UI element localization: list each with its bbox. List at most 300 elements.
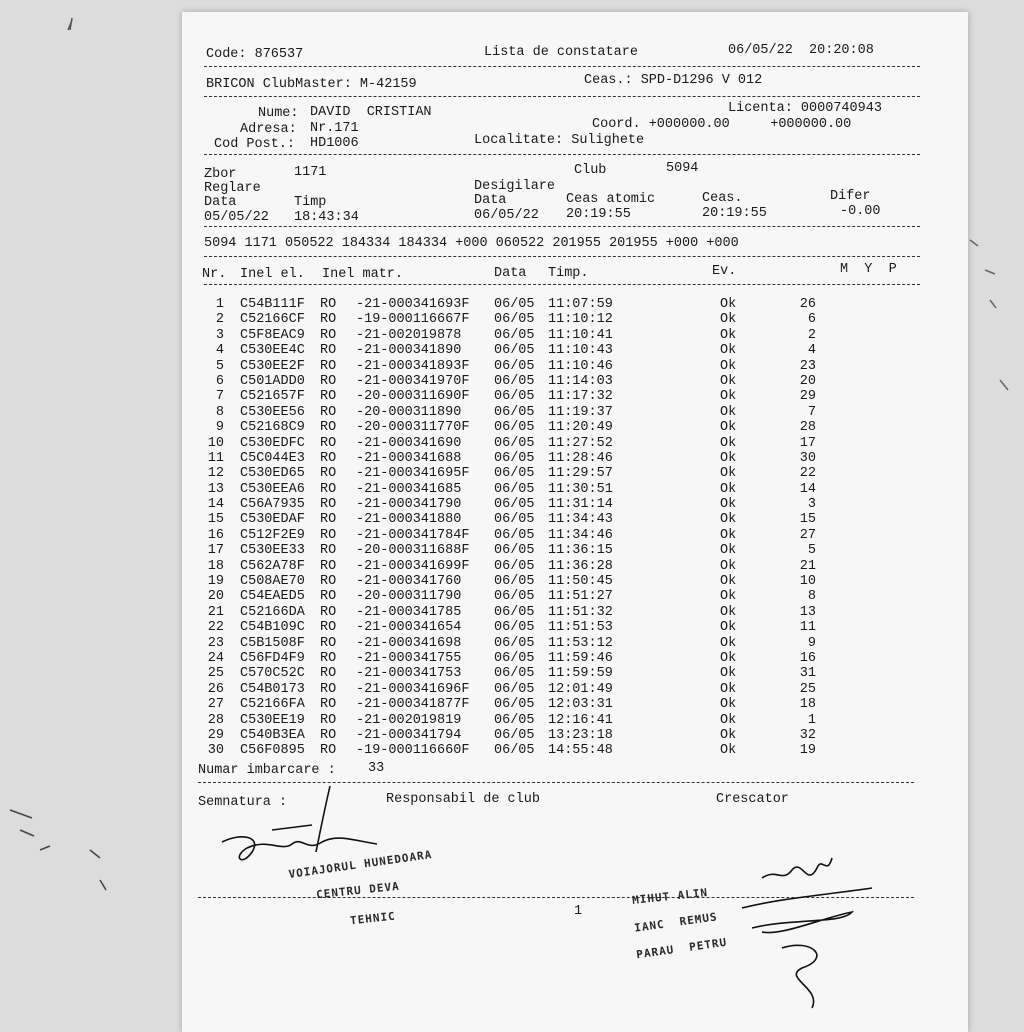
country-code: RO [320, 589, 337, 605]
atomic-clock-label: Ceas atomic [566, 192, 656, 207]
arrival-time: 12:16:41 [548, 712, 613, 728]
position: 28 [799, 420, 816, 436]
arrival-time: 11:51:53 [548, 620, 613, 636]
position: 11 [799, 620, 816, 636]
page-number: 1 [574, 904, 583, 919]
signature-label: Semnatura : [198, 795, 288, 810]
row-number: 3 [215, 327, 224, 343]
event-status: Ok [720, 497, 737, 513]
country-code: RO [320, 450, 337, 466]
electronic-ring: C530EE19 [240, 712, 305, 728]
atomic-clock-time: 20:19:55 [566, 207, 631, 222]
arrival-date: 06/05 [494, 558, 535, 574]
electronic-ring: C5C044E3 [240, 450, 305, 466]
arrival-time: 11:10:46 [548, 358, 613, 374]
electronic-ring: C530EE4C [240, 343, 305, 359]
position: 2 [807, 327, 816, 343]
row-number: 1 [215, 297, 224, 312]
ring-number: -21-000341785 [356, 604, 462, 620]
ring-number: -21-000341699F [356, 558, 470, 574]
arrival-date: 06/05 [494, 481, 535, 497]
row-number: 9 [215, 420, 224, 436]
arrival-date: 06/05 [494, 435, 535, 451]
arrival-time: 11:30:51 [548, 481, 613, 497]
electronic-ring: C56F0895 [240, 743, 305, 759]
electronic-ring: C5F8EAC9 [240, 327, 305, 343]
arrival-time: 11:10:43 [548, 343, 613, 359]
locality: Localitate: Sulighete [474, 133, 645, 148]
event-status: Ok [720, 604, 737, 620]
arrival-date: 06/05 [494, 635, 535, 651]
arrival-time: 12:01:49 [548, 681, 613, 697]
electronic-ring: C54B0173 [240, 681, 305, 697]
row-number: 30 [207, 743, 224, 759]
row-number: 2 [215, 312, 224, 328]
clock-label: Ceas. [702, 191, 743, 206]
row-number: 11 [207, 450, 224, 466]
arrival-date: 06/05 [494, 589, 535, 605]
country-code: RO [320, 481, 337, 497]
electronic-ring: C530ED65 [240, 466, 305, 482]
row-number: 28 [207, 712, 224, 728]
country-code: RO [320, 620, 337, 636]
arrival-date: 06/05 [494, 712, 535, 728]
document-title: Lista de constatare [484, 45, 638, 60]
position: 7 [807, 404, 816, 420]
arrival-time: 11:59:46 [548, 650, 613, 666]
event-status: Ok [720, 666, 737, 682]
position: 21 [799, 558, 816, 574]
divider [204, 226, 920, 227]
position: 29 [799, 389, 816, 405]
arrival-date: 06/05 [494, 527, 535, 543]
country-code: RO [320, 358, 337, 374]
event-status: Ok [720, 527, 737, 543]
event-status: Ok [720, 327, 737, 343]
row-number: 17 [207, 543, 224, 559]
position: 18 [799, 697, 816, 713]
postcode-label: Cod Post.: [214, 137, 296, 152]
arrival-date: 06/05 [494, 466, 535, 482]
country-code: RO [320, 327, 337, 343]
row-number: 25 [207, 666, 224, 682]
event-status: Ok [720, 650, 737, 666]
ring-number: -21-000341690 [356, 435, 462, 451]
arrival-time: 12:03:31 [548, 697, 613, 713]
arrival-date: 06/05 [494, 312, 535, 328]
electronic-ring: C512F2E9 [240, 527, 305, 543]
event-status: Ok [720, 727, 737, 743]
divider [204, 66, 920, 67]
divider [204, 256, 920, 257]
position: 5 [807, 543, 816, 559]
owner-name: DAVID CRISTIAN [310, 105, 432, 120]
row-number: 29 [207, 727, 224, 743]
position: 32 [799, 727, 816, 743]
breeder-signature [722, 828, 902, 1028]
ring-number: -21-000341877F [356, 697, 470, 713]
flight-label: Zbor [204, 167, 237, 182]
event-status: Ok [720, 358, 737, 374]
electronic-ring: C570C52C [240, 666, 305, 682]
reglare-date: 05/05/22 [204, 210, 269, 225]
country-code: RO [320, 389, 337, 405]
row-number: 24 [207, 650, 224, 666]
reglare-date-label: Data [204, 195, 237, 210]
position: 22 [799, 466, 816, 482]
arrival-date: 06/05 [494, 404, 535, 420]
arrival-time: 11:28:46 [548, 450, 613, 466]
arrival-time: 11:59:59 [548, 666, 613, 682]
clock-time: 20:19:55 [702, 206, 767, 221]
names-stamp-line-2: IANC REMUS [633, 910, 719, 935]
col-myp: M Y P [840, 262, 897, 277]
boarding-count-label: Numar imbarcare : [198, 763, 336, 778]
event-status: Ok [720, 712, 737, 728]
event-status: Ok [720, 389, 737, 405]
club-stamp-line-3: TEHNIC [349, 909, 397, 928]
ring-number: -20-000311770F [356, 420, 470, 436]
country-code: RO [320, 574, 337, 590]
divider [204, 154, 920, 155]
arrival-date: 06/05 [494, 358, 535, 374]
position: 4 [807, 343, 816, 359]
arrival-time: 11:51:27 [548, 589, 613, 605]
ring-number: -21-000341698 [356, 635, 462, 651]
electronic-ring: C508AE70 [240, 574, 305, 590]
country-code: RO [320, 712, 337, 728]
arrival-time: 13:23:18 [548, 727, 613, 743]
arrival-time: 14:55:48 [548, 743, 613, 759]
event-status: Ok [720, 574, 737, 590]
arrival-time: 11:36:15 [548, 543, 613, 559]
position: 14 [799, 481, 816, 497]
event-status: Ok [720, 635, 737, 651]
electronic-ring: C52166FA [240, 697, 305, 713]
country-code: RO [320, 604, 337, 620]
position: 17 [799, 435, 816, 451]
boarding-count: 33 [368, 761, 385, 776]
ring-number: -20-000311690F [356, 389, 470, 405]
ring-number: -21-000341784F [356, 527, 470, 543]
ring-number: -21-000341693F [356, 297, 470, 312]
arrival-date: 06/05 [494, 681, 535, 697]
row-number: 13 [207, 481, 224, 497]
arrival-time: 11:53:12 [548, 635, 613, 651]
row-number: 18 [207, 558, 224, 574]
col-inel-el: Inel el. [240, 267, 305, 282]
position: 6 [807, 312, 816, 328]
owner-address: Nr.171 [310, 121, 359, 136]
country-code: RO [320, 512, 337, 528]
arrival-time: 11:34:46 [548, 527, 613, 543]
reglare-time-label: Timp [294, 195, 327, 210]
ring-number: -21-000341890 [356, 343, 462, 359]
col-ev: Ev. [712, 264, 737, 279]
arrival-time: 11:10:12 [548, 312, 613, 328]
row-number: 14 [207, 497, 224, 513]
arrival-date: 06/05 [494, 574, 535, 590]
arrival-date: 06/05 [494, 497, 535, 513]
event-status: Ok [720, 466, 737, 482]
electronic-ring: C530EE2F [240, 358, 305, 374]
print-datetime: 06/05/22 20:20:08 [728, 43, 874, 58]
difference-label: Difer [830, 189, 871, 204]
event-status: Ok [720, 697, 737, 713]
row-number: 12 [207, 466, 224, 482]
event-status: Ok [720, 543, 737, 559]
event-status: Ok [720, 343, 737, 359]
ring-number: -21-002019878 [356, 327, 462, 343]
ring-number: -20-000311688F [356, 543, 470, 559]
arrival-date: 06/05 [494, 543, 535, 559]
position: 19 [799, 743, 816, 759]
electronic-ring: C530EE33 [240, 543, 305, 559]
arrival-time: 11:50:45 [548, 574, 613, 590]
position: 13 [799, 604, 816, 620]
arrival-date: 06/05 [494, 389, 535, 405]
club-stamp-line-2: CENTRU DEVA [315, 879, 401, 902]
row-number: 27 [207, 697, 224, 713]
arrival-time: 11:07:59 [548, 297, 613, 312]
reglare-label: Reglare [204, 181, 261, 196]
arrival-date: 06/05 [494, 343, 535, 359]
ring-number: -21-000341753 [356, 666, 462, 682]
names-stamp-line-3: PARAU PETRU [635, 935, 728, 962]
club-number: 5094 [666, 161, 699, 176]
club-signature [212, 782, 412, 892]
arrival-time: 11:20:49 [548, 420, 613, 436]
country-code: RO [320, 420, 337, 436]
row-number: 8 [215, 404, 224, 420]
arrival-time: 11:19:37 [548, 404, 613, 420]
arrival-date: 06/05 [494, 650, 535, 666]
ring-number: -21-000341755 [356, 650, 462, 666]
electronic-ring: C501ADD0 [240, 373, 305, 389]
row-number: 20 [207, 589, 224, 605]
arrival-date: 06/05 [494, 297, 535, 312]
ring-number: -21-000341794 [356, 727, 462, 743]
position: 27 [799, 527, 816, 543]
arrival-date: 06/05 [494, 512, 535, 528]
position: 31 [799, 666, 816, 682]
electronic-ring: C52168C9 [240, 420, 305, 436]
country-code: RO [320, 666, 337, 682]
position: 1 [807, 712, 816, 728]
arrival-date: 06/05 [494, 697, 535, 713]
club-stamp-line-1: VOIAJORUL HUNEDOARA [287, 847, 434, 882]
divider [204, 284, 920, 285]
encoded-line: 5094 1171 050522 184334 184334 +000 060522 201955 201955 +000 +000 [204, 236, 739, 251]
position: 23 [799, 358, 816, 374]
arrival-date: 06/05 [494, 743, 535, 759]
club-label: Club [574, 163, 607, 178]
country-code: RO [320, 404, 337, 420]
arrival-time: 11:27:52 [548, 435, 613, 451]
row-number: 6 [215, 373, 224, 389]
arrival-date: 06/05 [494, 604, 535, 620]
arrival-date: 06/05 [494, 450, 535, 466]
ring-number: -21-002019819 [356, 712, 462, 728]
event-status: Ok [720, 297, 737, 312]
event-status: Ok [720, 373, 737, 389]
country-code: RO [320, 312, 337, 328]
reglare-time: 18:43:34 [294, 210, 359, 225]
clock-id: Ceas.: SPD-D1296 V 012 [584, 73, 763, 88]
printout-sheet [182, 12, 968, 1032]
ring-number: -21-000341880 [356, 512, 462, 528]
owner-postcode: HD1006 [310, 136, 359, 151]
arrival-time: 11:31:14 [548, 497, 613, 513]
ring-number: -21-000341685 [356, 481, 462, 497]
ring-number: -21-000341893F [356, 358, 470, 374]
event-status: Ok [720, 558, 737, 574]
electronic-ring: C54B109C [240, 620, 305, 636]
desigilare-label: Desigilare [474, 179, 556, 194]
col-timp: Timp. [548, 266, 589, 281]
arrival-date: 06/05 [494, 727, 535, 743]
position: 16 [799, 650, 816, 666]
event-status: Ok [720, 435, 737, 451]
row-number: 16 [207, 527, 224, 543]
ring-number: -21-000341790 [356, 497, 462, 513]
event-status: Ok [720, 743, 737, 759]
event-status: Ok [720, 420, 737, 436]
electronic-ring: C521657F [240, 389, 305, 405]
row-number: 15 [207, 512, 224, 528]
code-label: Code: 876537 [206, 47, 304, 62]
electronic-ring: C530EDAF [240, 512, 305, 528]
arrival-time: 11:17:32 [548, 389, 613, 405]
electronic-ring: C56FD4F9 [240, 650, 305, 666]
arrival-time: 11:51:32 [548, 604, 613, 620]
country-code: RO [320, 543, 337, 559]
electronic-ring: C5B1508F [240, 635, 305, 651]
flight-number: 1171 [294, 165, 327, 180]
electronic-ring: C56A7935 [240, 497, 305, 513]
event-status: Ok [720, 481, 737, 497]
electronic-ring: C54B111F [240, 297, 305, 312]
clubmaster-id: BRICON ClubMaster: M-42159 [206, 77, 417, 92]
position: 26 [799, 297, 816, 312]
country-code: RO [320, 650, 337, 666]
col-nr: Nr. [202, 267, 227, 282]
col-inel-matr: Inel matr. [322, 267, 404, 282]
arrival-time: 11:29:57 [548, 466, 613, 482]
position: 15 [799, 512, 816, 528]
arrival-date: 06/05 [494, 666, 535, 682]
desigilare-date-label: Data [474, 193, 507, 208]
ring-number: -20-000311790 [356, 589, 462, 605]
row-number: 26 [207, 681, 224, 697]
electronic-ring: C52166CF [240, 312, 305, 328]
row-number: 10 [207, 435, 224, 451]
event-status: Ok [720, 512, 737, 528]
country-code: RO [320, 697, 337, 713]
country-code: RO [320, 297, 337, 312]
position: 10 [799, 574, 816, 590]
name-label: Nume: [258, 106, 299, 121]
country-code: RO [320, 681, 337, 697]
desigilare-date: 06/05/22 [474, 208, 539, 223]
address-label: Adresa: [240, 122, 297, 137]
country-code: RO [320, 343, 337, 359]
arrival-time: 11:34:43 [548, 512, 613, 528]
electronic-ring: C530EE56 [240, 404, 305, 420]
event-status: Ok [720, 589, 737, 605]
arrival-date: 06/05 [494, 327, 535, 343]
row-number: 22 [207, 620, 224, 636]
license-number: Licenta: 0000740943 [728, 101, 882, 116]
event-status: Ok [720, 620, 737, 636]
electronic-ring: C530EEA6 [240, 481, 305, 497]
names-stamp-line-1: MIHUT ALIN [631, 886, 709, 907]
breeder-label: Crescator [716, 792, 789, 807]
ring-number: -20-000311890 [356, 404, 462, 420]
country-code: RO [320, 435, 337, 451]
row-number: 7 [215, 389, 224, 405]
arrival-time: 11:14:03 [548, 373, 613, 389]
event-status: Ok [720, 404, 737, 420]
arrival-date: 06/05 [494, 373, 535, 389]
country-code: RO [320, 466, 337, 482]
country-code: RO [320, 727, 337, 743]
electronic-ring: C54EAED5 [240, 589, 305, 605]
row-number: 5 [215, 358, 224, 374]
ring-number: -21-000341695F [356, 466, 470, 482]
arrival-date: 06/05 [494, 620, 535, 636]
electronic-ring: C530EDFC [240, 435, 305, 451]
country-code: RO [320, 635, 337, 651]
electronic-ring: C562A78F [240, 558, 305, 574]
arrival-time: 11:36:28 [548, 558, 613, 574]
arrival-date: 06/05 [494, 420, 535, 436]
electronic-ring: C52166DA [240, 604, 305, 620]
ring-number: -21-000341696F [356, 681, 470, 697]
row-number: 21 [207, 604, 224, 620]
event-status: Ok [720, 450, 737, 466]
ring-number: -21-000341654 [356, 620, 462, 636]
position: 20 [799, 373, 816, 389]
event-status: Ok [720, 312, 737, 328]
time-difference: -0.00 [840, 204, 881, 219]
position: 3 [807, 497, 816, 513]
country-code: RO [320, 527, 337, 543]
arrival-time: 11:10:41 [548, 327, 613, 343]
coordinates: Coord. +000000.00 +000000.00 [592, 117, 852, 132]
position: 9 [807, 635, 816, 651]
country-code: RO [320, 743, 337, 759]
club-responsible-label: Responsabil de club [386, 792, 540, 807]
country-code: RO [320, 558, 337, 574]
event-status: Ok [720, 681, 737, 697]
position: 30 [799, 450, 816, 466]
country-code: RO [320, 497, 337, 513]
ring-number: -21-000341970F [356, 373, 470, 389]
ring-number: -21-000341688 [356, 450, 462, 466]
divider [204, 96, 920, 97]
electronic-ring: C540B3EA [240, 727, 305, 743]
row-number: 23 [207, 635, 224, 651]
row-number: 19 [207, 574, 224, 590]
position: 25 [799, 681, 816, 697]
ring-number: -21-000341760 [356, 574, 462, 590]
row-number: 4 [215, 343, 224, 359]
ring-number: -19-000116660F [356, 743, 470, 759]
ring-number: -19-000116667F [356, 312, 470, 328]
country-code: RO [320, 373, 337, 389]
col-data: Data [494, 266, 527, 281]
